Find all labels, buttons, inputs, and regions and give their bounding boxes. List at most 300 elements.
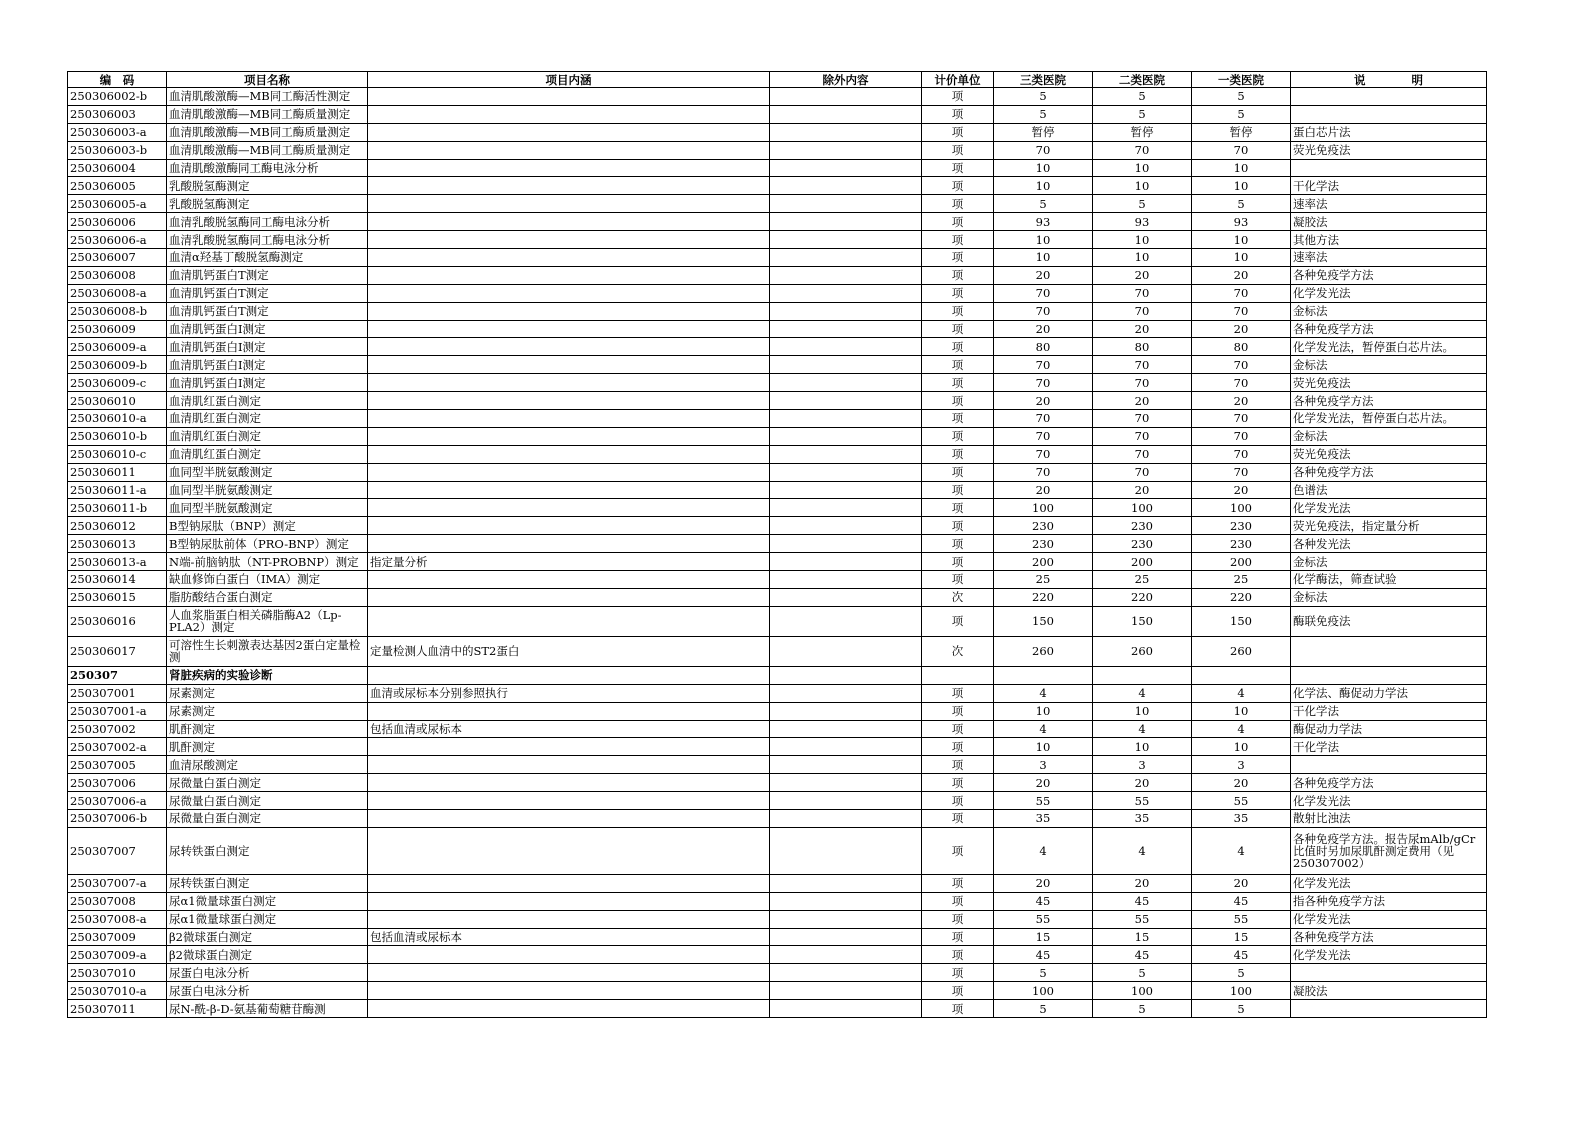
cell-class2-price: 4 <box>1093 827 1192 874</box>
cell-class3-price: 230 <box>994 535 1093 553</box>
table-row <box>68 636 1487 666</box>
cell-class2-price: 4 <box>1093 720 1192 738</box>
cell-class2-price: 15 <box>1093 928 1192 946</box>
cell-exclude <box>770 809 922 827</box>
cell-code: 250306007 <box>68 249 167 267</box>
cell-class3-price <box>994 666 1093 684</box>
cell-class1-price: 220 <box>1192 588 1291 606</box>
cell-exclude <box>770 535 922 553</box>
cell-exclude <box>770 338 922 356</box>
cell-name: 尿微量白蛋白测定 <box>167 774 368 792</box>
cell-content <box>368 588 770 606</box>
cell-class2-price: 70 <box>1093 445 1192 463</box>
cell-name: 血清肌钙蛋白Ⅰ测定 <box>167 374 368 392</box>
cell-class3-price: 100 <box>994 499 1093 517</box>
cell-content <box>368 571 770 589</box>
cell-class2-price: 260 <box>1093 636 1192 666</box>
table-row <box>68 553 1487 571</box>
table-row <box>68 123 1487 141</box>
cell-class1-price: 70 <box>1192 374 1291 392</box>
cell-content <box>368 159 770 177</box>
cell-name: 血清肌钙蛋白Ⅰ测定 <box>167 356 368 374</box>
cell-class1-price: 15 <box>1192 928 1291 946</box>
cell-code: 250307 <box>68 666 167 684</box>
cell-content <box>368 427 770 445</box>
cell-class2-price: 5 <box>1093 105 1192 123</box>
cell-code: 250306005-a <box>68 195 167 213</box>
cell-content <box>368 892 770 910</box>
cell-content <box>368 249 770 267</box>
cell-class2-price: 220 <box>1093 588 1192 606</box>
table-row <box>68 445 1487 463</box>
cell-note: 化学发光法，暂停蛋白芯片法。 <box>1291 410 1487 428</box>
cell-exclude <box>770 827 922 874</box>
cell-class1-price: 20 <box>1192 874 1291 892</box>
cell-class1-price: 20 <box>1192 266 1291 284</box>
cell-exclude <box>770 463 922 481</box>
cell-note: 金标法 <box>1291 356 1487 374</box>
cell-class1-price: 100 <box>1192 499 1291 517</box>
cell-code: 250306011-a <box>68 481 167 499</box>
cell-unit: 项 <box>922 517 994 535</box>
cell-unit: 项 <box>922 1000 994 1018</box>
cell-name: B型钠尿肽前体（PRO-BNP）测定 <box>167 535 368 553</box>
cell-name: B型钠尿肽（BNP）测定 <box>167 517 368 535</box>
cell-class3-price: 35 <box>994 809 1093 827</box>
cell-content <box>368 123 770 141</box>
cell-exclude <box>770 249 922 267</box>
cell-content <box>368 374 770 392</box>
cell-name: 血清肌酸激酶同工酶电泳分析 <box>167 159 368 177</box>
cell-exclude <box>770 105 922 123</box>
cell-note: 干化学法 <box>1291 738 1487 756</box>
cell-name: 血清肌钙蛋白Ⅰ测定 <box>167 320 368 338</box>
cell-content <box>368 338 770 356</box>
cell-note: 蛋白芯片法 <box>1291 123 1487 141</box>
cell-class2-price: 80 <box>1093 338 1192 356</box>
cell-code: 250306003-b <box>68 141 167 159</box>
cell-name: 尿转铁蛋白测定 <box>167 874 368 892</box>
cell-content <box>368 481 770 499</box>
cell-unit: 项 <box>922 499 994 517</box>
cell-class1-price: 70 <box>1192 356 1291 374</box>
cell-name: 尿素测定 <box>167 684 368 702</box>
cell-unit: 项 <box>922 571 994 589</box>
cell-class3-price: 10 <box>994 738 1093 756</box>
cell-content <box>368 702 770 720</box>
cell-note: 各种免疫学方法 <box>1291 774 1487 792</box>
cell-class1-price: 200 <box>1192 553 1291 571</box>
cell-name: 血清肌红蛋白测定 <box>167 410 368 428</box>
cell-note: 金标法 <box>1291 427 1487 445</box>
cell-unit: 项 <box>922 356 994 374</box>
cell-name: 乳酸脱氢酶测定 <box>167 195 368 213</box>
cell-note: 化学发光法，暂停蛋白芯片法。 <box>1291 338 1487 356</box>
cell-code: 250306003 <box>68 105 167 123</box>
table-row <box>68 928 1487 946</box>
cell-note: 酶联免疫法 <box>1291 606 1487 636</box>
cell-class2-price: 100 <box>1093 982 1192 1000</box>
table-row <box>68 774 1487 792</box>
cell-unit: 项 <box>922 141 994 159</box>
cell-class1-price: 5 <box>1192 1000 1291 1018</box>
cell-class2-price: 20 <box>1093 874 1192 892</box>
cell-unit: 项 <box>922 410 994 428</box>
table-row <box>68 427 1487 445</box>
cell-unit: 项 <box>922 105 994 123</box>
cell-exclude <box>770 499 922 517</box>
cell-class2-price: 230 <box>1093 517 1192 535</box>
cell-class1-price: 20 <box>1192 774 1291 792</box>
cell-code: 250306012 <box>68 517 167 535</box>
cell-name: N端-前脑钠肽（NT-PROBNP）测定 <box>167 553 368 571</box>
cell-class3-price: 5 <box>994 1000 1093 1018</box>
cell-class1-price <box>1192 666 1291 684</box>
table-row <box>68 982 1487 1000</box>
cell-code: 250306011 <box>68 463 167 481</box>
cell-exclude <box>770 123 922 141</box>
cell-code: 250307007 <box>68 827 167 874</box>
cell-note: 金标法 <box>1291 588 1487 606</box>
cell-class3-price: 55 <box>994 792 1093 810</box>
cell-code: 250306010-c <box>68 445 167 463</box>
cell-unit: 项 <box>922 177 994 195</box>
table-row <box>68 356 1487 374</box>
cell-code: 250307008 <box>68 892 167 910</box>
cell-unit: 项 <box>922 553 994 571</box>
col-header-name: 项目名称 <box>167 72 368 88</box>
cell-class3-price: 4 <box>994 827 1093 874</box>
cell-unit <box>922 666 994 684</box>
col-header-code: 编 码 <box>68 72 167 88</box>
cell-exclude <box>770 159 922 177</box>
cell-content <box>368 982 770 1000</box>
cell-class3-price: 4 <box>994 684 1093 702</box>
cell-content <box>368 463 770 481</box>
cell-name: 肌酐测定 <box>167 738 368 756</box>
cell-content: 包括血清或尿标本 <box>368 720 770 738</box>
cell-code: 250306009-b <box>68 356 167 374</box>
cell-class2-price: 3 <box>1093 756 1192 774</box>
cell-class2-price: 5 <box>1093 195 1192 213</box>
cell-note: 荧光免疫法 <box>1291 445 1487 463</box>
cell-class2-price: 10 <box>1093 231 1192 249</box>
cell-content <box>368 946 770 964</box>
cell-exclude <box>770 910 922 928</box>
cell-note: 凝胶法 <box>1291 213 1487 231</box>
cell-class3-price: 4 <box>994 720 1093 738</box>
cell-class1-price: 5 <box>1192 195 1291 213</box>
col-header-class1-price: 一类医院 <box>1192 72 1291 88</box>
cell-content <box>368 177 770 195</box>
col-header-note: 说 明 <box>1291 72 1487 88</box>
cell-name: 血同型半胱氨酸测定 <box>167 481 368 499</box>
cell-code: 250306008-a <box>68 284 167 302</box>
cell-unit: 项 <box>922 88 994 106</box>
cell-class3-price: 55 <box>994 910 1093 928</box>
cell-content <box>368 266 770 284</box>
cell-exclude <box>770 892 922 910</box>
cell-class1-price: 230 <box>1192 517 1291 535</box>
cell-class2-price: 20 <box>1093 774 1192 792</box>
cell-class3-price: 5 <box>994 88 1093 106</box>
cell-class1-price: 70 <box>1192 427 1291 445</box>
cell-exclude <box>770 213 922 231</box>
cell-exclude <box>770 606 922 636</box>
cell-exclude <box>770 427 922 445</box>
col-header-class3-price: 三类医院 <box>994 72 1093 88</box>
cell-exclude <box>770 684 922 702</box>
cell-class3-price: 80 <box>994 338 1093 356</box>
cell-note: 各种免疫学方法 <box>1291 463 1487 481</box>
table-row <box>68 606 1487 636</box>
table-row <box>68 684 1487 702</box>
cell-unit: 项 <box>922 535 994 553</box>
cell-class2-price: 45 <box>1093 892 1192 910</box>
cell-content: 血清或尿标本分别参照执行 <box>368 684 770 702</box>
cell-exclude <box>770 302 922 320</box>
cell-exclude <box>770 410 922 428</box>
cell-note <box>1291 636 1487 666</box>
cell-class3-price: 20 <box>994 481 1093 499</box>
cell-class3-price: 70 <box>994 356 1093 374</box>
cell-content <box>368 302 770 320</box>
cell-class3-price: 25 <box>994 571 1093 589</box>
cell-unit: 项 <box>922 910 994 928</box>
cell-name: 血清肌红蛋白测定 <box>167 445 368 463</box>
cell-note: 酶促动力学法 <box>1291 720 1487 738</box>
cell-code: 250307006 <box>68 774 167 792</box>
cell-exclude <box>770 946 922 964</box>
cell-content <box>368 356 770 374</box>
cell-name: 缺血修饰白蛋白（IMA）测定 <box>167 571 368 589</box>
table-row <box>68 338 1487 356</box>
cell-note: 其他方法 <box>1291 231 1487 249</box>
table-row <box>68 141 1487 159</box>
cell-class2-price: 150 <box>1093 606 1192 636</box>
table-row <box>68 463 1487 481</box>
cell-class1-price: 230 <box>1192 535 1291 553</box>
cell-class3-price: 20 <box>994 774 1093 792</box>
cell-name: 血清肌钙蛋白T测定 <box>167 284 368 302</box>
cell-class1-price: 70 <box>1192 410 1291 428</box>
table-row <box>68 517 1487 535</box>
cell-class3-price: 70 <box>994 410 1093 428</box>
cell-class1-price: 20 <box>1192 392 1291 410</box>
cell-content <box>368 738 770 756</box>
cell-unit: 项 <box>922 946 994 964</box>
cell-content <box>368 88 770 106</box>
cell-class2-price: 25 <box>1093 571 1192 589</box>
cell-content <box>368 756 770 774</box>
cell-name: 血清尿酸测定 <box>167 756 368 774</box>
cell-note: 干化学法 <box>1291 702 1487 720</box>
cell-note: 荧光免疫法 <box>1291 141 1487 159</box>
cell-class2-price: 20 <box>1093 320 1192 338</box>
cell-code: 250306017 <box>68 636 167 666</box>
cell-content <box>368 141 770 159</box>
cell-exclude <box>770 231 922 249</box>
cell-name: 血清肌酸激酶—MB同工酶质量测定 <box>167 123 368 141</box>
cell-class1-price: 20 <box>1192 320 1291 338</box>
cell-code: 250307010 <box>68 964 167 982</box>
cell-class2-price: 70 <box>1093 374 1192 392</box>
cell-note: 化学发光法 <box>1291 910 1487 928</box>
cell-code: 250306008-b <box>68 302 167 320</box>
cell-code: 250306010-b <box>68 427 167 445</box>
cell-code: 250306006-a <box>68 231 167 249</box>
cell-code: 250307005 <box>68 756 167 774</box>
cell-unit: 项 <box>922 702 994 720</box>
table-row <box>68 499 1487 517</box>
cell-class1-price: 70 <box>1192 284 1291 302</box>
cell-exclude <box>770 445 922 463</box>
cell-note: 化学发光法 <box>1291 874 1487 892</box>
cell-note <box>1291 105 1487 123</box>
cell-code: 250306015 <box>68 588 167 606</box>
cell-note: 化学发光法 <box>1291 499 1487 517</box>
cell-content <box>368 910 770 928</box>
cell-code: 250307002 <box>68 720 167 738</box>
cell-class2-price: 10 <box>1093 702 1192 720</box>
table-row <box>68 964 1487 982</box>
cell-class2-price: 70 <box>1093 356 1192 374</box>
cell-unit: 项 <box>922 231 994 249</box>
cell-note <box>1291 666 1487 684</box>
cell-unit: 项 <box>922 809 994 827</box>
col-header-unit: 计价单位 <box>922 72 994 88</box>
table-row <box>68 302 1487 320</box>
cell-exclude <box>770 928 922 946</box>
cell-name: 肾脏疾病的实验诊断 <box>167 666 368 684</box>
cell-note: 速率法 <box>1291 249 1487 267</box>
table-row <box>68 756 1487 774</box>
col-header-class2-price: 二类医院 <box>1093 72 1192 88</box>
cell-exclude <box>770 774 922 792</box>
cell-class3-price: 5 <box>994 964 1093 982</box>
cell-class1-price: 暂停 <box>1192 123 1291 141</box>
table-row <box>68 195 1487 213</box>
cell-unit: 项 <box>922 374 994 392</box>
cell-class2-price: 10 <box>1093 738 1192 756</box>
cell-name: 尿α1微量球蛋白测定 <box>167 910 368 928</box>
cell-unit: 项 <box>922 892 994 910</box>
cell-note <box>1291 756 1487 774</box>
table-row <box>68 874 1487 892</box>
cell-class3-price: 暂停 <box>994 123 1093 141</box>
cell-class3-price: 5 <box>994 195 1093 213</box>
cell-unit: 项 <box>922 123 994 141</box>
cell-class3-price: 200 <box>994 553 1093 571</box>
cell-note: 各种免疫学方法 <box>1291 392 1487 410</box>
cell-code: 250306005 <box>68 177 167 195</box>
cell-note: 凝胶法 <box>1291 982 1487 1000</box>
cell-content <box>368 410 770 428</box>
cell-unit: 项 <box>922 928 994 946</box>
cell-exclude <box>770 666 922 684</box>
cell-note: 金标法 <box>1291 553 1487 571</box>
cell-content <box>368 666 770 684</box>
cell-class3-price: 10 <box>994 177 1093 195</box>
cell-code: 250307011 <box>68 1000 167 1018</box>
cell-code: 250307001-a <box>68 702 167 720</box>
cell-name: 尿微量白蛋白测定 <box>167 792 368 810</box>
cell-class3-price: 100 <box>994 982 1093 1000</box>
cell-name: 尿微量白蛋白测定 <box>167 809 368 827</box>
cell-content <box>368 774 770 792</box>
cell-class2-price: 10 <box>1093 177 1192 195</box>
cell-code: 250306010-a <box>68 410 167 428</box>
cell-unit: 项 <box>922 720 994 738</box>
cell-exclude <box>770 964 922 982</box>
cell-class2-price: 230 <box>1093 535 1192 553</box>
cell-note: 干化学法 <box>1291 177 1487 195</box>
cell-name: 血清肌酸激酶—MB同工酶活性测定 <box>167 88 368 106</box>
cell-class3-price: 70 <box>994 141 1093 159</box>
cell-class2-price: 5 <box>1093 88 1192 106</box>
cell-unit: 次 <box>922 636 994 666</box>
cell-code: 250306002-b <box>68 88 167 106</box>
cell-class3-price: 20 <box>994 320 1093 338</box>
cell-class2-price: 10 <box>1093 249 1192 267</box>
cell-content: 包括血清或尿标本 <box>368 928 770 946</box>
cell-code: 250307010-a <box>68 982 167 1000</box>
cell-class1-price: 5 <box>1192 105 1291 123</box>
cell-note: 化学发光法 <box>1291 284 1487 302</box>
cell-content <box>368 284 770 302</box>
cell-class2-price: 20 <box>1093 481 1192 499</box>
table-row <box>68 946 1487 964</box>
cell-class1-price: 45 <box>1192 892 1291 910</box>
cell-unit: 项 <box>922 827 994 874</box>
cell-exclude <box>770 195 922 213</box>
cell-exclude <box>770 356 922 374</box>
cell-content <box>368 964 770 982</box>
cell-name: β2微球蛋白测定 <box>167 928 368 946</box>
table-row <box>68 159 1487 177</box>
cell-note: 各种发光法 <box>1291 535 1487 553</box>
cell-class1-price: 70 <box>1192 302 1291 320</box>
cell-exclude <box>770 738 922 756</box>
table-row <box>68 910 1487 928</box>
cell-name: 尿N-酰-β-D-氨基葡萄糖苷酶测 <box>167 1000 368 1018</box>
table-row <box>68 535 1487 553</box>
cell-code: 250306008 <box>68 266 167 284</box>
cell-name: 人血浆脂蛋白相关磷脂酶A2（Lp-PLA2）测定 <box>167 606 368 636</box>
cell-class1-price: 25 <box>1192 571 1291 589</box>
price-table <box>67 71 1487 1018</box>
cell-exclude <box>770 792 922 810</box>
cell-class3-price: 3 <box>994 756 1093 774</box>
table-row <box>68 571 1487 589</box>
cell-code: 250307002-a <box>68 738 167 756</box>
cell-code: 250307009-a <box>68 946 167 964</box>
cell-note: 各种免疫学方法 <box>1291 320 1487 338</box>
cell-class1-price: 4 <box>1192 684 1291 702</box>
cell-exclude <box>770 141 922 159</box>
cell-class2-price: 200 <box>1093 553 1192 571</box>
col-header-content: 项目内涵 <box>368 72 770 88</box>
cell-class1-price: 10 <box>1192 702 1291 720</box>
cell-class3-price: 70 <box>994 445 1093 463</box>
cell-unit: 项 <box>922 756 994 774</box>
cell-class1-price: 4 <box>1192 720 1291 738</box>
cell-class1-price: 3 <box>1192 756 1291 774</box>
cell-note: 色谱法 <box>1291 481 1487 499</box>
cell-class1-price: 10 <box>1192 738 1291 756</box>
cell-code: 250307001 <box>68 684 167 702</box>
cell-unit: 项 <box>922 320 994 338</box>
